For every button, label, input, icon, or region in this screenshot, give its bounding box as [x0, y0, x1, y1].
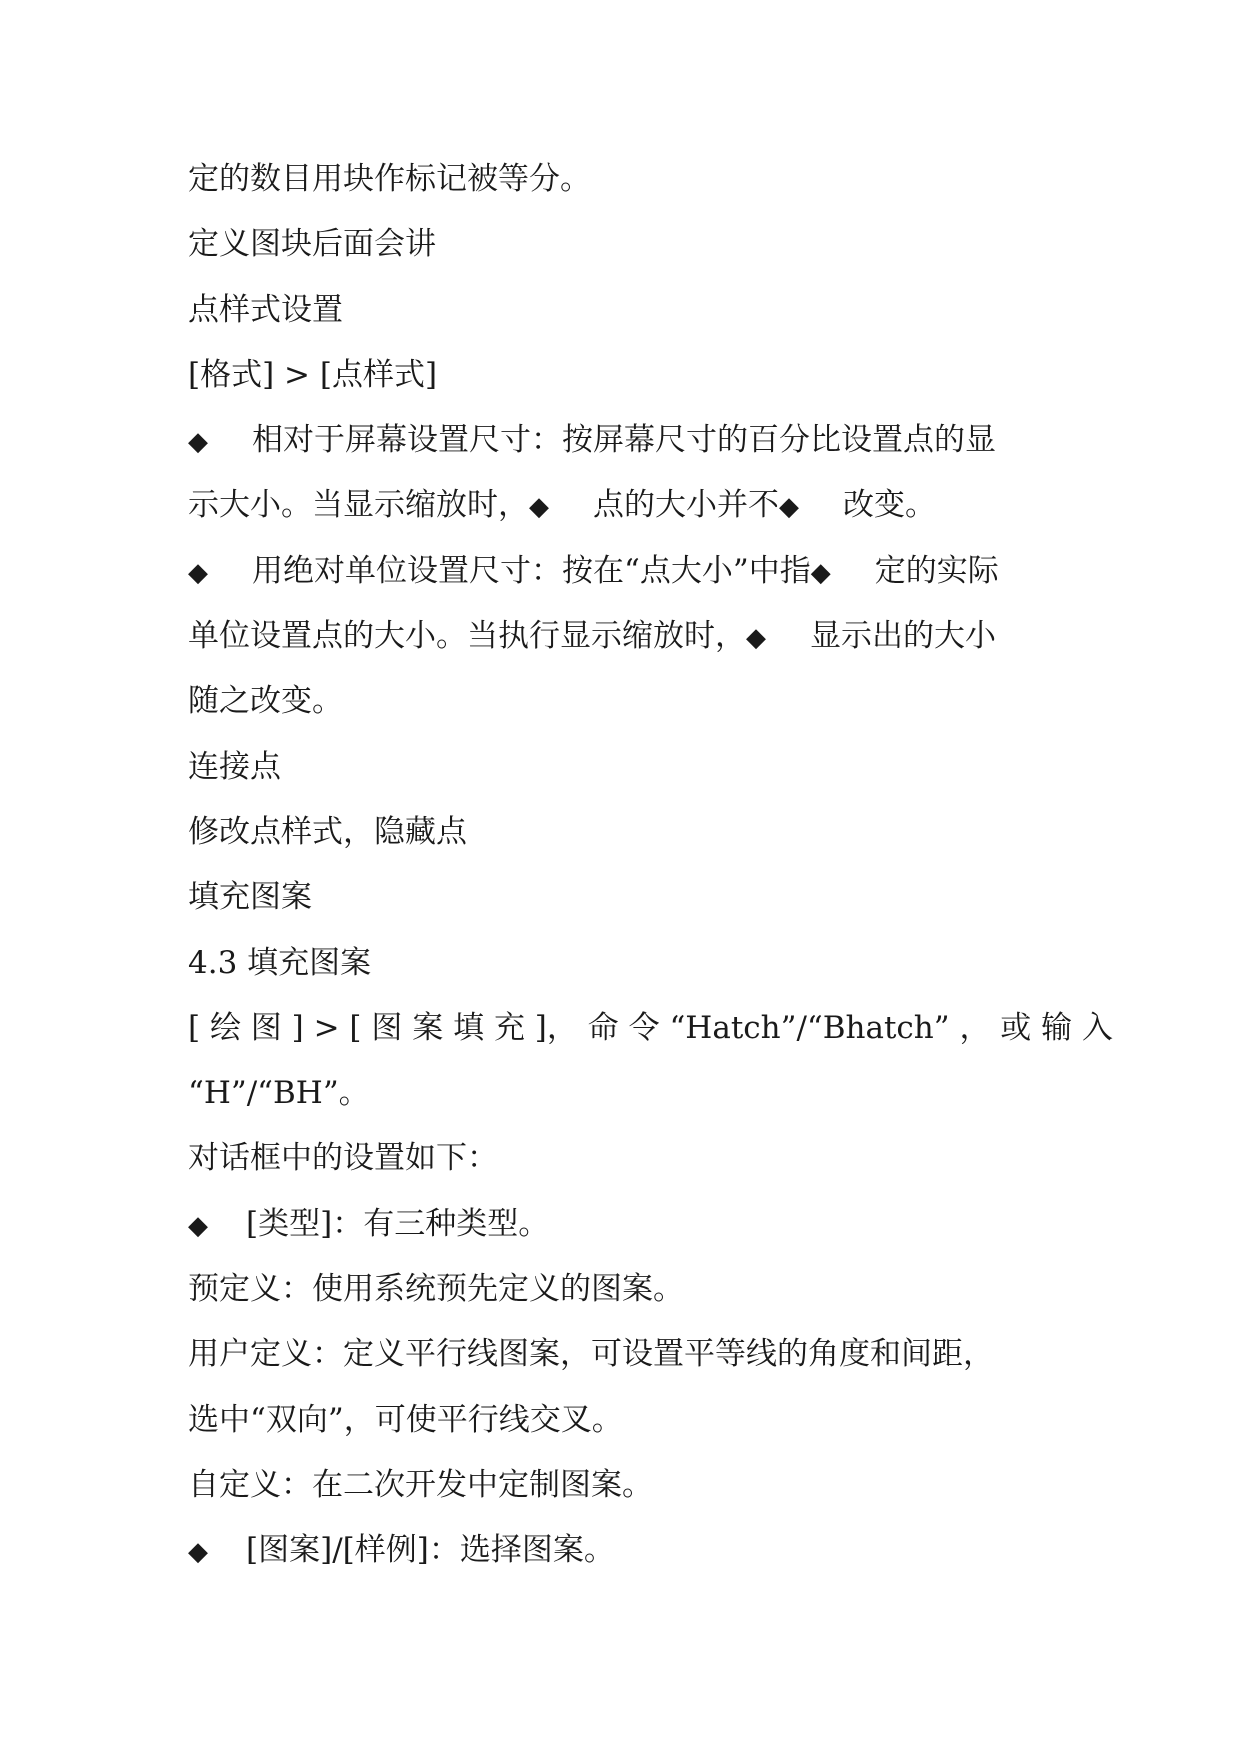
- section-heading: 连接点: [188, 748, 281, 785]
- paragraph-line: 随之改变。: [188, 683, 343, 720]
- section-heading: 填充图案: [188, 879, 312, 916]
- paragraph-line: “H”/“BH”。: [188, 1075, 370, 1112]
- bullet-line: ◆ 用绝对单位设置尺寸：按在“点大小”中指◆ 定的实际: [188, 544, 1068, 609]
- bullet-line: ◆ [类型]：有三种类型。: [188, 1197, 1068, 1262]
- paragraph-line: 修改点样式，隐藏点: [188, 813, 467, 850]
- section-heading: 点样式设置: [188, 291, 343, 328]
- bullet-line: ◆ 相对于屏幕设置尺寸：按屏幕尺寸的百分比设置点的显: [188, 413, 1068, 478]
- diamond-bullet-icon: ◆: [188, 1210, 208, 1241]
- paragraph-line: 选中“双向”，可使平行线交叉。: [188, 1401, 623, 1438]
- paragraph-line: 自定义：在二次开发中定制图案。: [188, 1466, 653, 1503]
- diamond-bullet-icon: ◆: [529, 492, 549, 523]
- diamond-bullet-icon: ◆: [746, 623, 766, 654]
- bullet-line: ◆ [图案]/[样例]：选择图案。: [188, 1523, 1068, 1588]
- section-heading: 4.3 填充图案: [188, 944, 372, 981]
- paragraph-line: 单位设置点的大小。当执行显示缩放时，◆ 显示出的大小: [188, 609, 1068, 674]
- paragraph-line: 定义图块后面会讲: [188, 226, 436, 263]
- diamond-bullet-icon: ◆: [188, 1537, 208, 1568]
- paragraph-line: 示大小。当显示缩放时，◆ 点的大小并不◆ 改变。: [188, 478, 1068, 543]
- diamond-bullet-icon: ◆: [810, 557, 831, 588]
- paragraph-line: 预定义：使用系统预先定义的图案。: [188, 1271, 684, 1308]
- menu-path: [格式] > [点样式]: [188, 356, 438, 393]
- diamond-bullet-icon: ◆: [188, 557, 208, 588]
- document-body: [188, 152, 1114, 1589]
- paragraph-line: 定的数目用块作标记被等分。: [188, 161, 591, 197]
- diamond-bullet-icon: ◆: [779, 492, 799, 523]
- diamond-bullet-icon: ◆: [188, 427, 208, 458]
- paragraph-line: 用户定义：定义平行线图案，可设置平等线的角度和间距，: [188, 1336, 994, 1373]
- menu-path: [ 绘 图 ] > [ 图 案 填 充 ]， 命 令 “Hatch”/“Bhatch” ， 或 输 入: [188, 1009, 1114, 1046]
- paragraph-line: 对话框中的设置如下：: [188, 1140, 498, 1177]
